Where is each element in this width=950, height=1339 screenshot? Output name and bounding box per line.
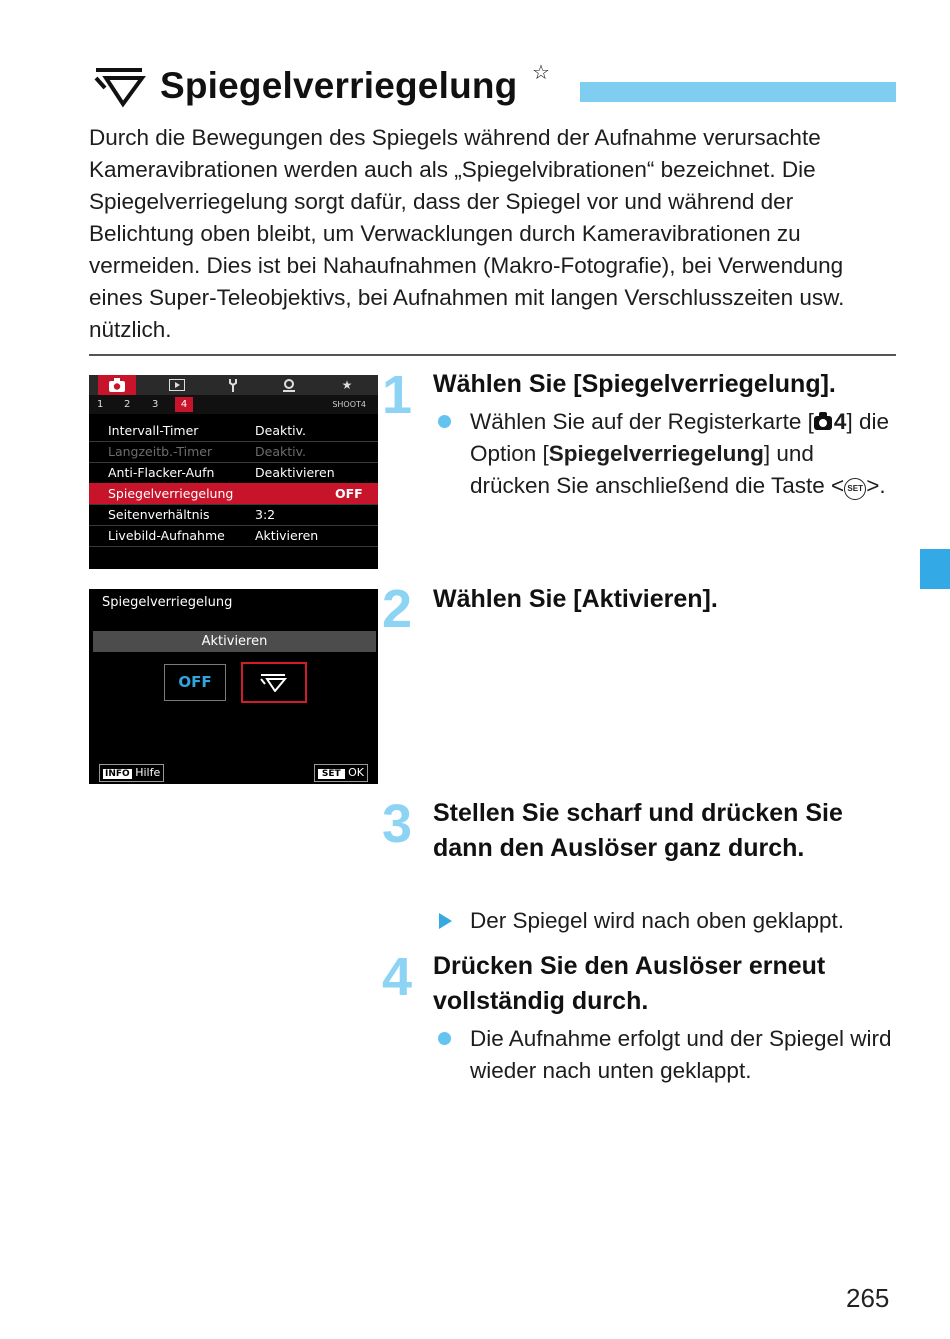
tab-number: 2	[124, 399, 131, 410]
mirror-lockup-icon	[259, 672, 287, 692]
star-icon: ★	[341, 378, 353, 392]
advanced-star-icon: ☆	[532, 62, 550, 84]
chapter-side-tab	[920, 549, 950, 589]
bullet-dot	[438, 1032, 451, 1045]
selected-option-label: Aktivieren	[93, 631, 376, 652]
playback-icon	[158, 375, 196, 395]
mirror-lockup-icon	[92, 64, 146, 108]
menu-row: Anti-Flacker-Aufn Deaktivieren	[89, 462, 378, 484]
step-number: 2	[382, 579, 413, 639]
camera-menu-screen	[89, 375, 378, 569]
section-divider	[89, 354, 896, 356]
wrench-icon	[214, 375, 252, 395]
menu-row: Intervall-Timer Deaktiv.	[89, 420, 378, 442]
tab-number: 1	[97, 399, 104, 410]
menu-tab-bar	[89, 375, 378, 395]
setting-title: Spiegelverriegelung	[102, 595, 233, 610]
step-number: 4	[382, 947, 413, 1007]
menu-row-selected: Spiegelverriegelung OFF	[89, 483, 378, 505]
step-heading: Wählen Sie [Aktivieren].	[433, 585, 718, 613]
option-off: OFF	[164, 664, 226, 701]
page-number: 265	[846, 1283, 890, 1313]
camera-setting-screen	[89, 589, 378, 784]
bullet-dot	[438, 415, 451, 428]
tab-number: 3	[152, 399, 159, 410]
shoot-tab-label: SHOOT4	[332, 400, 366, 409]
result-arrow-icon	[439, 913, 452, 929]
menu-tab-numbers	[89, 395, 378, 414]
set-ok-hint: SET OK	[314, 764, 368, 782]
set-button-icon: SET	[844, 478, 866, 500]
menu-row: Livebild-Aufnahme Aktivieren	[89, 525, 378, 547]
camera-icon	[98, 375, 136, 395]
menu-row-disabled: Langzeitb.-Timer Deaktiv.	[89, 441, 378, 463]
menu-row: Seitenverhältnis 3:2	[89, 504, 378, 526]
page-title: Spiegelverriegelung	[160, 65, 518, 106]
step-heading: Wählen Sie [Spiegelverriegelung].	[433, 370, 836, 398]
tab-number-active: 4	[175, 397, 193, 412]
step-result: Der Spiegel wird nach oben geklappt.	[433, 905, 898, 937]
info-help-hint: INFO Hilfe	[99, 764, 164, 782]
custom-function-icon	[270, 375, 308, 395]
option-enable	[241, 662, 307, 703]
intro-paragraph: Durch die Bewegungen des Spiegels während der Aufnahme verursachte Kameravibrationen werden auch als „Spiegelvibrationen“ bezeichnet. Die Spiegelverriegelung sorgt dafür, dass der Spiegel vor und während der Belichtung oben bleibt, um Verwacklungen durch Kameravibrationen zu vermeiden. Dies ist bei Nahaufnahmen (Makro-Fotografie), bei Verwendung eines Super-Teleobjektivs, bei Aufnahmen mit langen Verschlusszeiten usw. nützlich.	[89, 125, 845, 342]
title-accent-bar	[580, 82, 896, 102]
step-bullet: Die Aufnahme erfolgt und der Spiegel wird wieder nach unten geklappt.	[433, 1023, 898, 1087]
step-bullet: Wählen Sie auf der Registerkarte [ 4] die Option [Spiegelverriegelung] und drücken Sie anschließend die Taste < SET >.	[433, 406, 898, 502]
step-number: 3	[382, 794, 413, 854]
shooting-tab-icon	[814, 416, 832, 430]
step-number: 1	[382, 365, 413, 425]
step-heading: Drücken Sie den Auslöser erneut vollständig durch.	[433, 952, 826, 1015]
step-heading: Stellen Sie scharf und drücken Sie dann den Auslöser ganz durch.	[433, 799, 843, 862]
